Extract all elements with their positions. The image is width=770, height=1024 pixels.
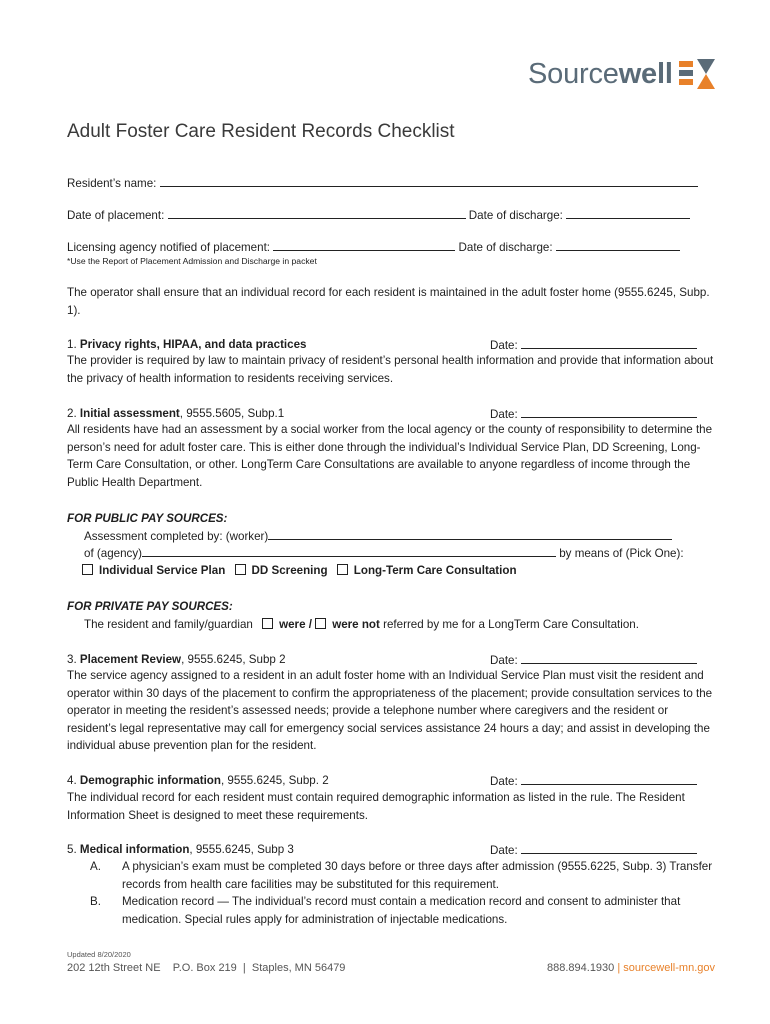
option-ltcc-label: Long-Term Care Consultation — [353, 564, 517, 577]
option-ltcc-checkbox[interactable] — [337, 564, 348, 575]
placement-row — [67, 206, 717, 224]
licensing-agency-label: Licensing agency notified of placement: — [67, 241, 271, 254]
section-2-number: 2. — [67, 407, 77, 420]
section-2-header: 2. Initial assessment, 9555.5605, Subp.1 Date: — [67, 405, 717, 422]
section-1-number: 1. — [67, 338, 77, 351]
section-5-title: Medical information — [79, 843, 190, 856]
logo-mark-icon — [677, 57, 717, 91]
option-isp-label: Individual Service Plan — [99, 564, 226, 577]
section-4-header: 4. Demographic information, 9555.6245, Subp. 2 Date: — [67, 772, 717, 789]
section-4-number: 4. — [67, 774, 77, 787]
medical-list-item-a: A. A physician’s exam must be completed 30 days before or three days after admission (9555.6225, Subp. 3) Transfer records from health care facilities may be substituted for this requirement. — [90, 860, 713, 891]
were-label: were / — [279, 618, 312, 631]
packet-note: *Use the Report of Placement Admission and Discharge in packet — [67, 256, 317, 266]
section-1-title: Privacy rights, HIPAA, and data practices — [79, 338, 307, 351]
private-pay-suffix: referred by me for a LongTerm Care Consultation. — [383, 618, 639, 631]
assessment-row — [84, 527, 734, 545]
resident-name-field[interactable] — [160, 174, 698, 187]
section-3-header: 3. Placement Review, 9555.6245, Subp 2 Date: — [67, 651, 717, 668]
sourcewell-logo — [528, 56, 717, 92]
medical-list-item-b: B. Medication record — The individual’s record must contain a medication record and consent to administer that medication. Special rules apply for administration of injectable medications. — [90, 895, 681, 926]
date-discharge-field-2[interactable] — [556, 238, 680, 251]
agency-label: of (agency) — [84, 547, 142, 560]
means-label: by means of (Pick One): — [559, 547, 684, 560]
licensing-agency-field[interactable] — [273, 238, 455, 251]
section-5-date: Date: — [490, 841, 697, 859]
section-3-body: The service agency assigned to a resident in an adult foster home with an Individual Service Plan must visit the resident and operator within 30 days of the placement to confirm the appropriateness of the placement; provide consultation services to the operator in meeting the resident’s assessed needs; provide a telephone number where caregivers and the resident or resident’s legal representative may call for emergency social services assistance 24 hours a day; and assist in developing the individual abuse prevention plan for the resident. — [67, 669, 713, 752]
assessment-worker-field[interactable] — [268, 527, 672, 540]
section-3-date-field[interactable] — [521, 651, 697, 664]
were-not-label: were not — [332, 618, 380, 631]
section-2-body: All residents have had an assessment by a social worker from the local agency or the county of responsibility to determine the person’s need for adult foster care. This is either done through the individual’s Individual Service Plan, DD Screening, Long-Term Care Consultation, or other. LongTerm Care Consultations are available to anyone regardless of income through the Public Health Department. — [67, 423, 713, 489]
private-pay-row — [84, 616, 734, 633]
section-5-header: 5. Medical information, 9555.6245, Subp 3 Date: — [67, 841, 717, 858]
section-2-date-field[interactable] — [521, 405, 697, 418]
footer-phone: 888.894.1930 — [547, 962, 615, 974]
logo-wordmark: Sourcewell — [528, 57, 673, 90]
option-isp-checkbox[interactable] — [82, 564, 93, 575]
option-dd-checkbox[interactable] — [235, 564, 246, 575]
section-4-date: Date: — [490, 772, 697, 790]
section-3-date: Date: — [490, 651, 697, 669]
section-1-date: Date: — [490, 336, 697, 354]
medical-list — [76, 858, 716, 928]
resident-name-row — [67, 174, 717, 192]
footer-separator: | — [617, 962, 621, 974]
date-placement-field[interactable] — [168, 206, 466, 219]
section-5-number: 5. — [67, 843, 77, 856]
date-discharge-label: Date of discharge: — [468, 209, 563, 222]
intro-paragraph: The operator shall ensure that an individual record for each resident is maintained in the adult foster home (9555.6245, Subp. 1). — [67, 286, 710, 317]
date-placement-label: Date of placement: — [67, 209, 165, 222]
footer-address: 202 12th Street NE P.O. Box 219 | Staples, MN 56479 — [67, 962, 346, 974]
section-5-date-field[interactable] — [521, 841, 697, 854]
section-4-body: The individual record for each resident must contain required demographic information as listed in the rule. The Resident Information Sheet is designed to meet these requirements. — [67, 791, 685, 822]
section-3-title: Placement Review — [79, 653, 182, 666]
were-not-checkbox[interactable] — [315, 618, 326, 629]
section-2-title: Initial assessment — [79, 407, 180, 420]
private-pay-heading: FOR PRIVATE PAY SOURCES: — [67, 600, 233, 613]
section-1-header — [67, 336, 717, 353]
assessment-label: Assessment completed by: (worker) — [84, 530, 269, 543]
section-1-body: The provider is required by law to maintain privacy of resident’s personal health information and provide that information about the privacy of health information to residents receiving services. — [67, 354, 714, 385]
footer-updated: Updated 8/20/2020 — [67, 950, 131, 959]
agency-row — [84, 544, 734, 562]
assessment-options — [82, 562, 732, 579]
section-4-title: Demographic information — [79, 774, 221, 787]
licensing-row — [67, 238, 717, 256]
section-4-date-field[interactable] — [521, 772, 697, 785]
private-pay-prefix: The resident and family/guardian — [84, 618, 253, 631]
date-discharge-label-2: Date of discharge: — [458, 241, 553, 254]
section-2-date: Date: — [490, 405, 697, 423]
section-3-number: 3. — [67, 653, 77, 666]
page-title: Adult Foster Care Resident Records Checklist — [67, 121, 455, 142]
were-checkbox[interactable] — [262, 618, 273, 629]
section-1-date-field[interactable] — [521, 336, 697, 349]
footer-website-link[interactable]: sourcewell-mn.gov — [623, 962, 715, 974]
resident-name-label: Resident’s name: — [67, 177, 157, 190]
footer-contact — [547, 962, 715, 974]
public-pay-heading: FOR PUBLIC PAY SOURCES: — [67, 512, 228, 525]
option-dd-label: DD Screening — [251, 564, 328, 577]
agency-field[interactable] — [142, 544, 556, 557]
date-discharge-field[interactable] — [566, 206, 690, 219]
